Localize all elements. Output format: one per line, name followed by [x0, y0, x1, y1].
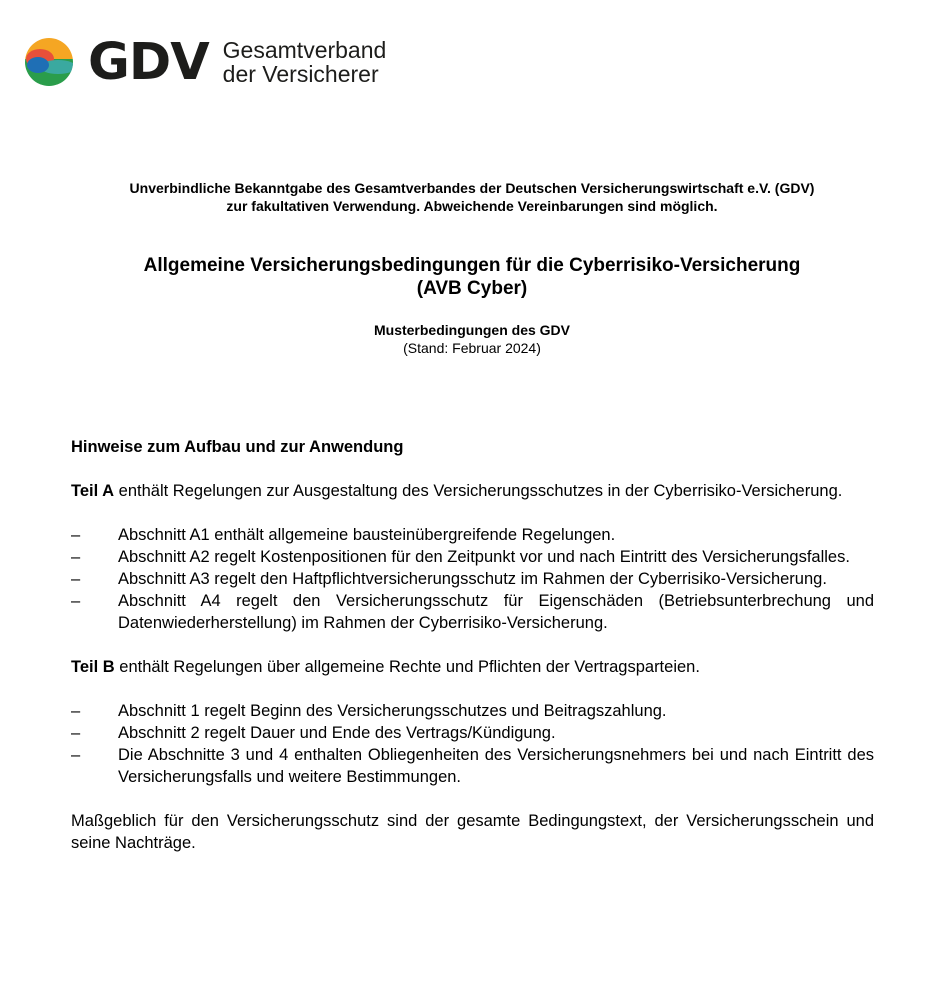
dash-bullet: – — [71, 570, 81, 588]
dash-bullet: – — [71, 746, 81, 764]
section-heading: Hinweise zum Aufbau und zur Anwendung — [71, 438, 404, 456]
gdv-logo-name-line2: der Versicherer — [222, 61, 379, 87]
subtitle-model-conditions: Musterbedingungen des GDV — [373, 322, 570, 338]
disclaimer-notice — [60, 179, 884, 215]
list-item — [71, 722, 874, 744]
dash-bullet: – — [71, 526, 81, 544]
list-item-text: Abschnitt A4 regelt den Versicherungsschutz für Eigenschäden (Betriebsunterbrechung und Datenwiederherstellung) im Rahmen der Cyberrisiko-Versicherung. — [118, 592, 874, 632]
teil-a-list — [71, 524, 874, 634]
teil-a-label: Teil A — [71, 482, 115, 500]
list-item — [71, 524, 874, 546]
teil-b-paragraph — [71, 656, 874, 678]
gdv-logo-name-line1: Gesamtverband — [222, 37, 387, 63]
document-title — [60, 254, 884, 300]
list-item — [71, 568, 874, 590]
dash-bullet: – — [71, 548, 81, 566]
list-item-text: Abschnitt A1 enthält allgemeine bausteinübergreifende Regelungen. — [118, 526, 616, 544]
gdv-logo-name — [223, 38, 387, 86]
disclaimer-line2: zur fakultativen Verwendung. Abweichende Vereinbarungen sind möglich. — [226, 198, 718, 214]
list-item — [71, 700, 874, 722]
teil-b-list — [71, 700, 874, 788]
closing-paragraph: Maßgeblich für den Versicherungsschutz sind der gesamte Bedingungstext, der Versicherungsschein und seine Nachträge. — [71, 812, 874, 852]
dash-bullet: – — [71, 592, 81, 610]
teil-b-text: enthält Regelungen über allgemeine Rechte und Pflichten der Vertragsparteien. — [114, 658, 700, 676]
document-title-line1: Allgemeine Versicherungsbedingungen für die Cyberrisiko-Versicherung — [143, 255, 801, 276]
gdv-logo-abbreviation: GDV — [88, 32, 209, 92]
dash-bullet: – — [71, 702, 81, 720]
list-item-text: Abschnitt 1 regelt Beginn des Versicherungsschutzes und Beitragszahlung. — [118, 702, 667, 720]
document-title-line2: (AVB Cyber) — [416, 278, 528, 299]
list-item-text: Die Abschnitte 3 und 4 enthalten Obliegenheiten des Versicherungsnehmers bei und nach Eintritt des Versicherungsfalls und weitere Bestimmungen. — [118, 746, 874, 786]
teil-b-label: Teil B — [71, 658, 115, 676]
subtitle-date: (Stand: Februar 2024) — [403, 340, 541, 356]
gdv-logo — [24, 32, 387, 92]
list-item-text: Abschnitt 2 regelt Dauer und Ende des Vertrags/Kündigung. — [118, 724, 556, 742]
disclaimer-line1: Unverbindliche Bekanntgabe des Gesamtverbandes der Deutschen Versicherungswirtschaft e.V. (GDV) — [129, 180, 815, 196]
document-body — [71, 436, 874, 876]
teil-a-text: enthält Regelungen zur Ausgestaltung des Versicherungsschutzes in der Cyberrisiko-Versicherung. — [114, 482, 843, 500]
list-item-text: Abschnitt A3 regelt den Haftpflichtversicherungsschutz im Rahmen der Cyberrisiko-Versicherung. — [118, 570, 827, 588]
teil-a-paragraph — [71, 480, 874, 502]
list-item — [71, 744, 874, 788]
list-item — [71, 546, 874, 568]
list-item — [71, 590, 874, 634]
list-item-text: Abschnitt A2 regelt Kostenpositionen für den Zeitpunkt vor und nach Eintritt des Versicherungsfalles. — [118, 548, 850, 566]
dash-bullet: – — [71, 724, 81, 742]
gdv-logo-mark-icon — [24, 37, 74, 87]
document-subtitle — [60, 321, 884, 357]
